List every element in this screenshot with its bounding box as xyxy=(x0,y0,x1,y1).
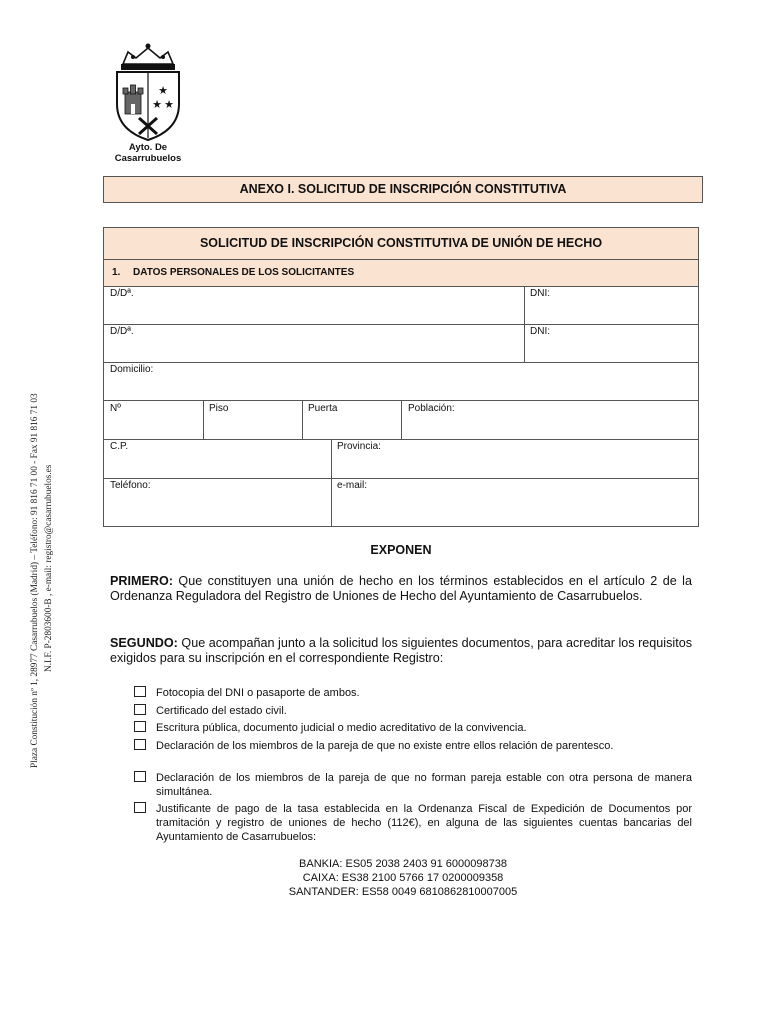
document-item-dni: Fotocopia del DNI o pasaporte de ambos. xyxy=(156,687,360,699)
segundo-paragraph xyxy=(110,636,692,666)
section-number: 1. xyxy=(112,267,121,278)
document-item-no-kinship: Declaración de los miembros de la pareja de que no existe entre ellos relación de parentesco. xyxy=(156,740,614,752)
dni-field-1-label: DNI: xyxy=(530,288,550,299)
checkbox-civil-status[interactable] xyxy=(134,704,146,715)
checkbox-no-kinship[interactable] xyxy=(134,739,146,750)
segundo-text: Que acompañan junto a la solicitud los siguientes documentos, para acreditar los requisitos exigidos para su inscripción en el correspondiente Registro: xyxy=(110,636,692,665)
checkbox-dni[interactable] xyxy=(134,686,146,697)
checkbox-fee-receipt[interactable] xyxy=(134,802,146,813)
document-item-civil-status: Certificado del estado civil. xyxy=(156,705,287,717)
org-name-line2: Casarrubuelos xyxy=(114,153,182,164)
postal-code-field[interactable] xyxy=(104,440,331,478)
address-field[interactable] xyxy=(104,363,698,400)
checkbox-no-other-partner[interactable] xyxy=(134,771,146,782)
svg-text:★: ★ xyxy=(152,99,162,111)
floor-field[interactable] xyxy=(204,401,302,439)
bank-account-caixa: CAIXA: ES38 2100 5766 17 0200009358 xyxy=(302,872,504,884)
document-item-cohabitation: Escritura pública, documento judicial o medio acreditativo de la convivencia. xyxy=(156,722,527,734)
document-item-no-other-partner: Declaración de los miembros de la pareja de que no forman pareja estable con otra persona de manera simultánea. xyxy=(156,772,692,798)
email-field[interactable] xyxy=(332,479,698,526)
exponen-heading: EXPONEN xyxy=(370,543,432,557)
side-address-line: Plaza Constitución nº 1, 28977 Casarrubuelos (Madrid) – Teléfono: 91 816 71 00 - Fax 91 816 71 03 xyxy=(30,393,40,768)
town-field[interactable] xyxy=(402,401,698,439)
form-title: SOLICITUD DE INSCRIPCIÓN CONSTITUTIVA DE UNIÓN DE HECHO xyxy=(104,228,698,260)
name-field-1[interactable] xyxy=(104,286,524,324)
checkbox-cohabitation[interactable] xyxy=(134,721,146,732)
svg-text:★: ★ xyxy=(158,85,168,97)
side-contact-line: N.I.F. P-2803600-B , e-mail: registro@casarrubuelos.es xyxy=(44,464,54,672)
province-field[interactable] xyxy=(332,440,698,478)
phone-field[interactable] xyxy=(104,479,331,526)
door-field[interactable] xyxy=(303,401,401,439)
address-field-label: Domicilio: xyxy=(110,364,154,375)
svg-text:★: ★ xyxy=(164,99,174,111)
section-header xyxy=(104,260,698,287)
number-field[interactable] xyxy=(104,401,203,439)
floor-field-label: Piso xyxy=(209,403,229,414)
name-field-2[interactable] xyxy=(104,325,524,362)
segundo-label: SEGUNDO: xyxy=(110,636,178,650)
name-field-1-label: D/Dª. xyxy=(110,288,134,299)
postal-code-field-label: C.P. xyxy=(110,441,129,452)
section-title: DATOS PERSONALES DE LOS SOLICITANTES xyxy=(133,267,355,278)
number-field-label: Nº xyxy=(110,403,121,414)
primero-paragraph xyxy=(110,574,692,604)
town-field-label: Población: xyxy=(408,403,455,414)
annex-title: ANEXO I. SOLICITUD DE INSCRIPCIÓN CONSTITUTIVA xyxy=(103,176,703,203)
dni-field-1[interactable] xyxy=(525,286,698,324)
phone-field-label: Teléfono: xyxy=(110,480,151,491)
personal-data-form xyxy=(103,227,699,527)
province-field-label: Provincia: xyxy=(337,441,381,452)
email-field-label: e-mail: xyxy=(337,480,368,491)
dni-field-2-label: DNI: xyxy=(530,326,550,337)
document-item-fee-receipt: Justificante de pago de la tasa establecida en la Ordenanza Fiscal de Expedición de Documentos por tramitación y registro de uniones de hecho (112€), en alguna de las siguientes cuentas bancarias del Ayuntamiento de Casarrubuelos: xyxy=(156,803,692,843)
coat-of-arms-icon xyxy=(103,42,193,142)
bank-account-santander: SANTANDER: ES58 0049 6810862810007005 xyxy=(288,886,518,898)
org-name-line1: Ayto. De xyxy=(128,142,168,153)
name-field-2-label: D/Dª. xyxy=(110,326,134,337)
primero-text: Que constituyen una unión de hecho en los términos establecidos en el artículo 2 de la Ordenanza Reguladora del Registro de Uniones de Hecho del Ayuntamiento de Casarrubuelos. xyxy=(110,574,692,603)
municipal-crest xyxy=(103,42,193,166)
door-field-label: Puerta xyxy=(308,403,338,414)
bank-account-bankia: BANKIA: ES05 2038 2403 91 6000098738 xyxy=(299,858,507,870)
primero-label: PRIMERO: xyxy=(110,574,173,588)
dni-field-2[interactable] xyxy=(525,325,698,362)
